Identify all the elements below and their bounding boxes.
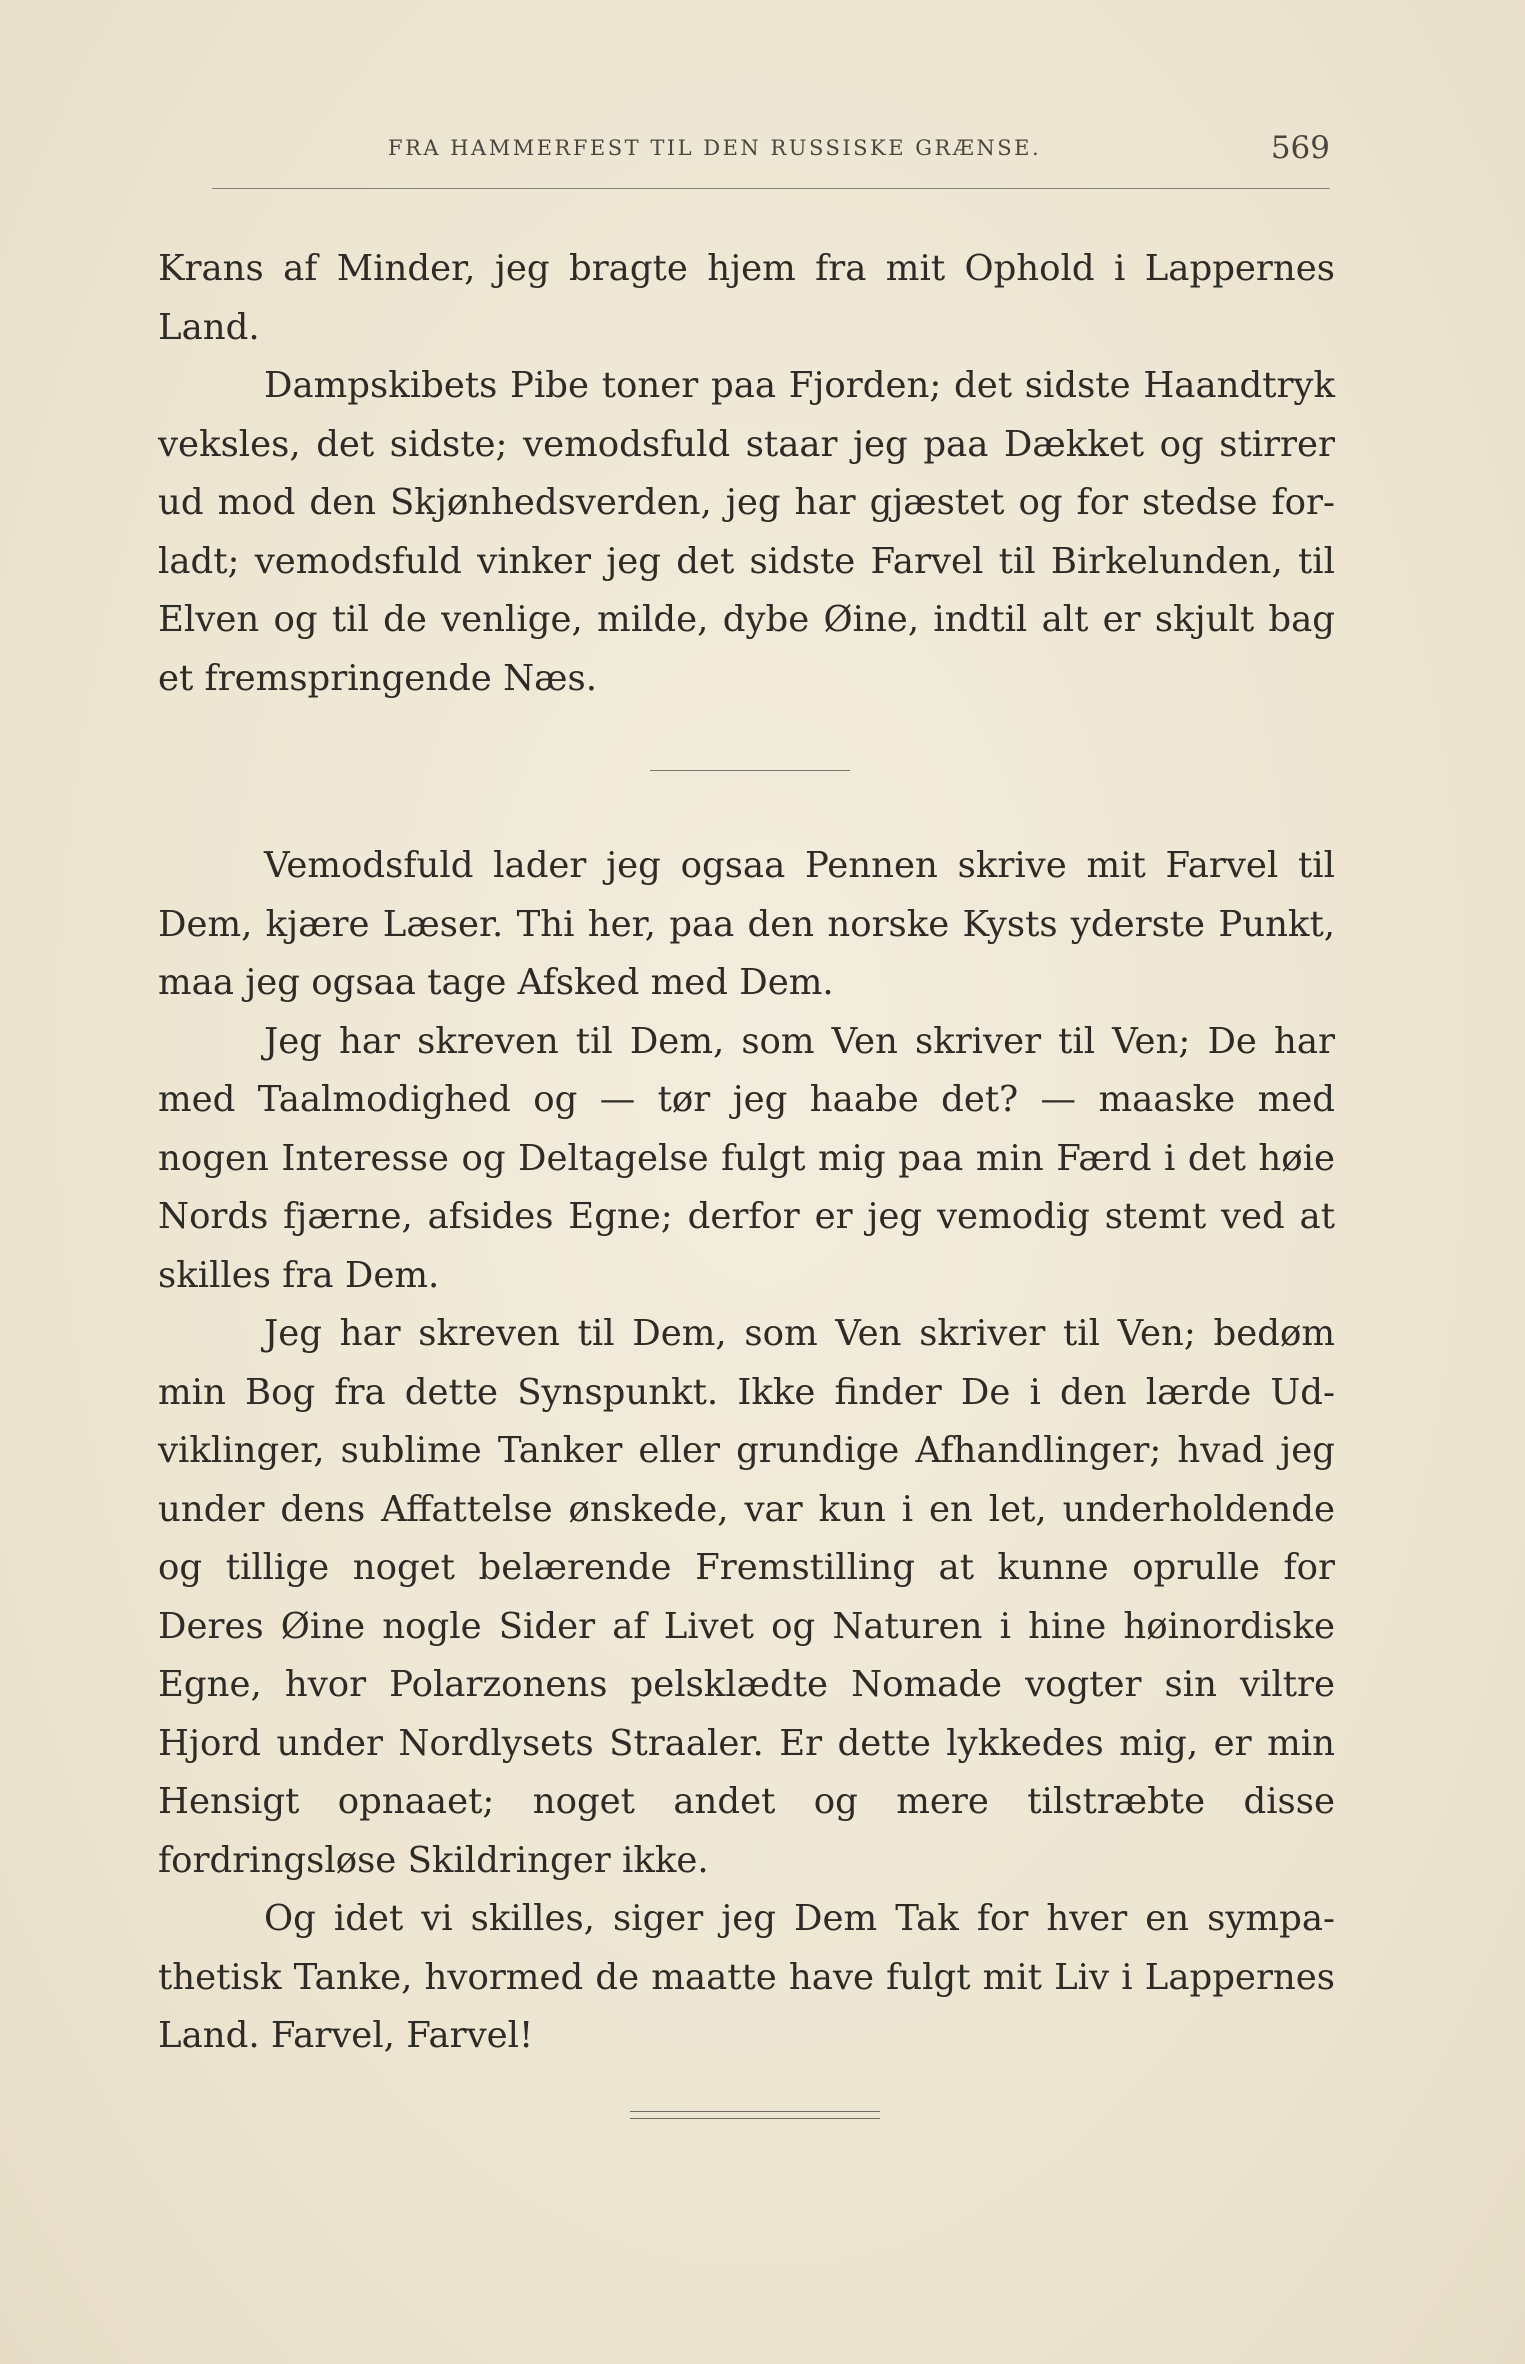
header-rule <box>212 188 1330 189</box>
paragraph: Dampskibets Pibe toner paa Fjorden; det sidste Haandtryk veksles, det sidste; vemodsfuld staar jeg paa Dækket og stirrer ud mod den Skjønhedsverden, jeg har gjæstet og for stedse forladt; vemodsfuld vinker jeg det sidste Farvel til Birkelunden, til Elven og til de venlige, milde, dybe Øine, indtil alt er skjult bag et fremspringende Næs. <box>158 365 1335 699</box>
running-title: FRA HAMMERFEST TIL DEN RUSSISKE GRÆNSE. <box>388 136 1042 160</box>
end-rule <box>630 2111 880 2112</box>
end-rule <box>630 2118 880 2119</box>
paragraph: Krans af Minder, jeg bragte hjem fra mit Ophold i Lappernes Land. <box>158 248 1335 348</box>
paragraph: Og idet vi skilles, siger jeg Dem Tak for hver en sympathetisk Tanke, hvormed de maatte have fulgt mit Liv i Lappernes Land. Farvel, Farvel! <box>158 1898 1335 2056</box>
section-separator <box>650 770 850 771</box>
text-block-top <box>158 240 1335 708</box>
page-number: 569 <box>1270 130 1330 166</box>
paragraph: Jeg har skreven til Dem, som Ven skriver til Ven; bedøm min Bog fra dette Synspunkt. Ikke finder De i den lærde Udviklinger, sublime Tanker eller grundige Afhandlinger; hvad jeg under dens Affattelse ønskede, var kun i en let, underholdende og tillige noget belærende Fremstilling at kunne oprulle for Deres Øine nogle Sider af Livet og Naturen i hine høinordiske Egne, hvor Polarzonens pelsklædte Nomade vogter sin viltre Hjord under Nordlysets Straaler. Er dette lykkedes mig, er min Hensigt opnaaet; noget andet og mere tilstræbte disse fordringsløse Skildringer ikke. <box>158 1313 1335 1881</box>
paragraph: Jeg har skreven til Dem, som Ven skriver til Ven; De har med Taalmodighed og — tør jeg haabe det? — maaske med nogen Interesse og Deltagelse fulgt mig paa min Færd i det høie Nords fjærne, afsides Egne; derfor er jeg vemodig stemt ved at skilles fra Dem. <box>158 1020 1335 1296</box>
text-block-bottom <box>158 837 1335 2066</box>
running-head <box>160 132 1330 172</box>
paragraph: Vemodsfuld lader jeg ogsaa Pennen skrive mit Farvel til Dem, kjære Læser. Thi her, paa den norske Kysts yderste Punkt, maa jeg ogsaa tage Afsked med Dem. <box>158 845 1335 1003</box>
